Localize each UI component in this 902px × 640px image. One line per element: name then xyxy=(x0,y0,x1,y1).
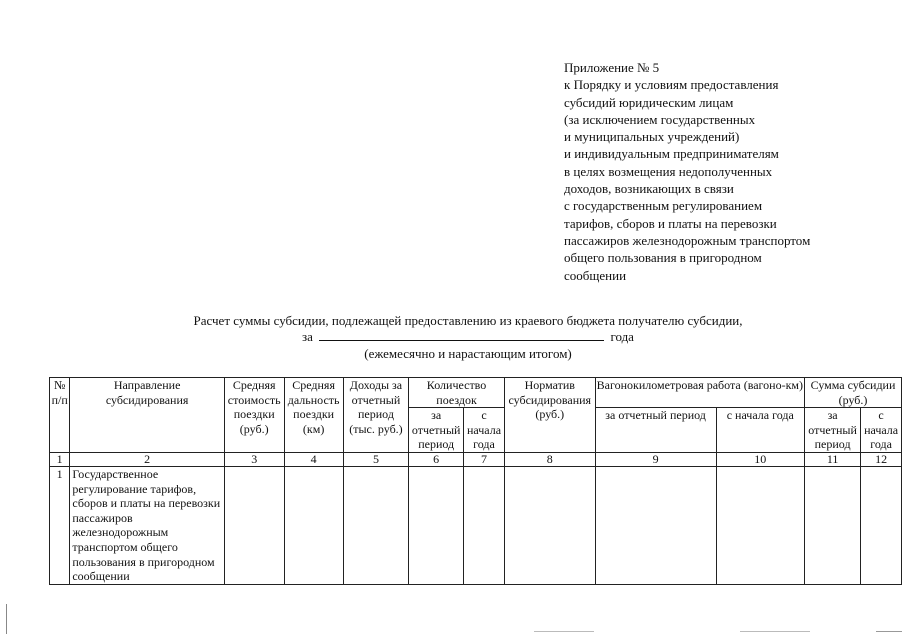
header-norm: Норматив субсидирования (руб.) xyxy=(504,378,595,453)
header-subsidy-period: за отчетный период xyxy=(805,408,861,453)
document-title: Расчет суммы субсидии, подлежащей предоставлению из краевого бюджета получателю субсидии, xyxy=(193,313,743,328)
header-direction: Направление субсидирования xyxy=(70,378,225,453)
table-row xyxy=(50,466,902,584)
header-avg-distance: Средняя дальность поездки (км) xyxy=(284,378,343,453)
column-number: 3 xyxy=(224,452,284,466)
appendix-line: к Порядку и условиям предоставления xyxy=(564,77,779,93)
cell-subsidy-year[interactable] xyxy=(861,466,902,584)
appendix-line: сообщении xyxy=(564,267,627,283)
column-number: 1 xyxy=(50,452,70,466)
cell-trips-year[interactable] xyxy=(464,466,505,584)
table-header-row xyxy=(50,378,902,408)
column-number: 2 xyxy=(70,452,225,466)
appendix-line: и индивидуальным предпринимателям xyxy=(564,146,779,162)
header-income: Доходы за отчетный период (тыс. руб.) xyxy=(343,378,408,453)
period-line xyxy=(0,329,902,346)
column-number: 9 xyxy=(595,452,716,466)
header-wagon-year: с начала года xyxy=(716,408,805,453)
scan-mark xyxy=(876,631,902,632)
column-number: 4 xyxy=(284,452,343,466)
cell-avg-distance[interactable] xyxy=(284,466,343,584)
appendix-line: доходов, возникающих в связи xyxy=(564,181,734,197)
appendix-line: с государственным регулированием xyxy=(564,198,763,214)
header-subsidy-sum: Сумма субсидии (руб.) xyxy=(805,378,902,408)
period-suffix: года xyxy=(610,329,634,344)
column-number: 7 xyxy=(464,452,505,466)
appendix-title: Приложение № 5 xyxy=(564,60,660,75)
column-number: 8 xyxy=(504,452,595,466)
scan-mark xyxy=(740,631,810,632)
header-wagon-km: Вагонокилометровая работа (вагоно-км) xyxy=(595,378,804,408)
header-subsidy-year: с начала года xyxy=(861,408,902,453)
column-number: 11 xyxy=(805,452,861,466)
cell-norm[interactable] xyxy=(504,466,595,584)
header-trips-period: за отчетный период xyxy=(409,408,464,453)
column-number: 12 xyxy=(861,452,902,466)
appendix-line: (за исключением государственных xyxy=(564,111,756,127)
cell-wagon-year[interactable] xyxy=(716,466,805,584)
column-number-row xyxy=(50,452,902,466)
scan-mark xyxy=(6,604,7,634)
appendix-line: пассажиров железнодорожным транспортом xyxy=(564,232,811,248)
appendix-header xyxy=(564,59,884,284)
column-number: 5 xyxy=(343,452,408,466)
appendix-line: общего пользования в пригородном xyxy=(564,250,762,266)
column-number: 6 xyxy=(409,452,464,466)
period-prefix: за xyxy=(302,329,313,344)
appendix-line: и муниципальных учреждений) xyxy=(564,129,740,145)
period-blank-field[interactable] xyxy=(319,329,604,341)
header-avg-cost: Средняя стоимость поездки (руб.) xyxy=(224,378,284,453)
cell-income[interactable] xyxy=(343,466,408,584)
cell-avg-cost[interactable] xyxy=(224,466,284,584)
period-note: (ежемесячно и нарастающим итогом) xyxy=(364,346,572,361)
header-wagon-period: за отчетный период xyxy=(595,408,716,453)
appendix-line: в целях возмещения недополученных xyxy=(564,163,773,179)
cell-subsidy-period[interactable] xyxy=(805,466,861,584)
row-direction: Государственное регулирование тарифов, сборов и платы на перевозки пассажиров железнодорожным транспортом общего пользования в пригородном сообщении xyxy=(70,466,225,584)
cell-trips-period[interactable] xyxy=(409,466,464,584)
appendix-line: тарифов, сборов и платы на перевозки xyxy=(564,215,777,231)
header-num: № п/п xyxy=(50,378,70,453)
subsidy-calculation-table xyxy=(49,377,902,585)
cell-wagon-period[interactable] xyxy=(595,466,716,584)
appendix-line: субсидий юридическим лицам xyxy=(564,94,734,110)
row-num: 1 xyxy=(50,466,70,584)
column-number: 10 xyxy=(716,452,805,466)
header-trips-year: с начала года xyxy=(464,408,505,453)
scan-mark xyxy=(534,631,594,632)
header-trips: Количество поездок xyxy=(409,378,505,408)
